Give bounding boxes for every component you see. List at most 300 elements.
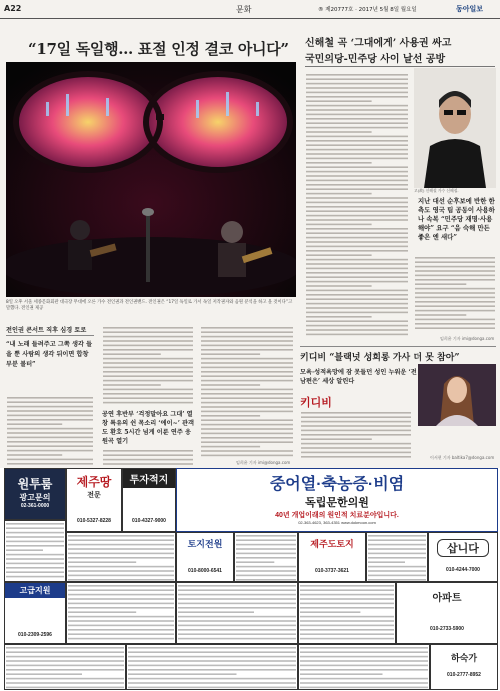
ad-bottom-1[interactable] xyxy=(4,644,126,690)
text-line xyxy=(6,558,64,560)
text-line xyxy=(306,166,408,168)
text-line xyxy=(178,620,296,622)
text-line xyxy=(201,441,293,443)
text-line xyxy=(103,375,193,377)
concert-photo-art xyxy=(6,62,296,297)
text-line xyxy=(306,184,408,186)
text-line xyxy=(301,421,411,423)
text-line xyxy=(201,419,293,421)
text-line xyxy=(6,523,64,525)
text-line xyxy=(306,144,408,146)
text-line xyxy=(301,416,411,418)
ad-mid-3[interactable] xyxy=(176,582,298,644)
text-line xyxy=(6,554,64,556)
text-line xyxy=(306,131,372,133)
text-line xyxy=(6,656,124,658)
text-line xyxy=(103,393,193,395)
text-line xyxy=(306,149,408,151)
text-line xyxy=(128,678,296,680)
text-line xyxy=(6,660,124,662)
ad-apartment-phone: 010-2733-5900 xyxy=(430,626,464,632)
text-line xyxy=(300,620,394,622)
text-line xyxy=(6,571,64,573)
text-line xyxy=(301,447,411,449)
text-line xyxy=(306,320,408,322)
text-line xyxy=(7,441,93,443)
text-line xyxy=(201,397,293,399)
text-line xyxy=(103,349,193,351)
feature-byline: 임희윤 기자 imi@donga.com xyxy=(440,336,495,341)
ad-buy-title: 삽니다 xyxy=(437,539,489,557)
text-line xyxy=(368,561,405,563)
text-line xyxy=(306,259,408,261)
text-line xyxy=(201,336,293,338)
text-line xyxy=(201,402,293,404)
text-line xyxy=(300,585,394,587)
text-line xyxy=(306,83,408,85)
text-line xyxy=(6,682,124,684)
text-line xyxy=(306,153,408,155)
text-line xyxy=(306,136,408,138)
text-line xyxy=(368,553,426,555)
text-line xyxy=(300,682,428,684)
text-line xyxy=(6,576,64,578)
ad-land-phone: 010-8000-6541 xyxy=(188,568,222,574)
ad-right-3[interactable] xyxy=(298,582,396,644)
text-line xyxy=(306,224,372,226)
text-line xyxy=(300,594,394,596)
ads-section xyxy=(0,468,500,691)
text-line xyxy=(6,545,64,547)
text-line xyxy=(103,459,193,461)
text-line xyxy=(178,594,296,596)
text-line xyxy=(415,323,495,325)
feature-headline-1: 신해철 곡 ‘그대에게’ 사용권 싸고 xyxy=(305,38,452,49)
ad-buy-phone: 010-4244-7000 xyxy=(446,567,480,573)
text-line xyxy=(68,570,174,572)
text-line xyxy=(201,428,293,430)
ad-clinic-phone: 02-363-4623, 363-4351 xyxy=(298,520,340,525)
text-line xyxy=(68,638,174,640)
text-line xyxy=(306,188,408,190)
text-line xyxy=(68,603,174,605)
text-line xyxy=(7,415,93,417)
text-line xyxy=(201,362,293,364)
text-line xyxy=(128,651,296,653)
text-line xyxy=(236,579,296,581)
concert-photo xyxy=(6,62,296,297)
text-line xyxy=(415,301,495,303)
main-byline: 임희윤 기자 imi@donga.com xyxy=(236,460,291,465)
text-line xyxy=(306,74,408,76)
text-line xyxy=(368,539,426,541)
ad-right-1[interactable] xyxy=(234,532,298,582)
text-line xyxy=(6,541,64,543)
text-line xyxy=(415,327,495,329)
text-line xyxy=(201,437,293,439)
ad-clinic-title: 독립문한의원 xyxy=(305,497,369,509)
ad-invest[interactable] xyxy=(122,468,176,532)
text-line xyxy=(301,434,411,436)
portrait-caption: 고(故) 신해철 가수 신해철. xyxy=(414,188,459,193)
ad-clinic-web: www.dokmoon.com xyxy=(341,520,376,525)
text-line xyxy=(306,254,372,256)
feature-body-lines xyxy=(305,72,409,340)
text-line xyxy=(128,660,296,662)
ad-bottom-3-lines xyxy=(299,645,429,689)
text-line xyxy=(306,118,408,120)
text-line xyxy=(236,557,296,559)
main-body-lines-3 xyxy=(200,325,294,461)
ad-jeju2-title: 제주도토지 xyxy=(310,539,354,549)
text-line xyxy=(7,401,93,403)
photo-caption: 8일 오후 서울 세종문화회관 대극장 무대에 오른 가수 전인권과 전인권밴드. 전인권은 “17일 독일로 가서 독일 저작권자와 음원 분석을 하고 올 것이다”고 말했다. 전인권 제공 xyxy=(6,300,293,311)
text-line xyxy=(68,629,174,631)
ad-room-sub: 광고문의 xyxy=(19,493,51,502)
text-line xyxy=(300,687,428,689)
text-line xyxy=(103,389,193,391)
text-line xyxy=(68,625,174,627)
text-line xyxy=(6,651,124,653)
text-line xyxy=(306,263,408,265)
feature-body-lines-2 xyxy=(414,255,496,333)
text-line xyxy=(415,279,495,281)
ad-buy[interactable] xyxy=(428,532,498,582)
ad-room[interactable] xyxy=(4,468,66,520)
text-line xyxy=(178,629,296,631)
text-line xyxy=(103,463,193,465)
text-line xyxy=(306,171,408,173)
ad-invest-title: 투자적지 xyxy=(123,469,175,488)
ad-bottom-3[interactable] xyxy=(298,644,430,690)
page-header xyxy=(0,0,500,19)
text-line xyxy=(306,246,408,248)
text-line xyxy=(68,566,174,568)
text-line xyxy=(7,419,93,421)
text-line xyxy=(415,288,495,290)
text-line xyxy=(306,127,408,129)
ad-right-2[interactable] xyxy=(366,532,428,582)
text-line xyxy=(236,553,296,555)
text-line xyxy=(68,594,174,596)
ad-move[interactable] xyxy=(4,582,66,644)
text-line xyxy=(201,353,260,355)
text-line xyxy=(300,611,360,613)
ad-clinic[interactable] xyxy=(176,468,498,532)
text-line xyxy=(306,307,408,309)
text-line xyxy=(301,430,411,432)
ad-left-2-lines xyxy=(5,521,65,581)
text-line xyxy=(306,316,372,318)
text-line xyxy=(415,292,495,294)
text-line xyxy=(68,544,174,546)
main-mid-quote: 공연 후반부 ‘걱정말아요 그대’ 열창 특유의 쉰 목소리 ‘에이~’ 관객도 환호 5시간 넘게 이룬 연주 응원곡 열기 xyxy=(102,411,194,445)
text-line xyxy=(178,616,296,618)
text-line xyxy=(128,665,296,667)
ad-right-3-lines xyxy=(299,583,395,643)
feature-divider xyxy=(305,66,495,67)
text-line xyxy=(68,607,174,609)
ad-move-title: 고급지원 xyxy=(5,583,65,598)
ad-mid-text[interactable] xyxy=(66,532,176,582)
text-line xyxy=(300,656,428,658)
main-body-col-1 xyxy=(6,395,94,465)
issue-date: ® 제20777호 · 2017년 5월 8일 월요일 xyxy=(318,7,417,13)
kid-body-lines xyxy=(300,410,412,462)
text-line xyxy=(7,397,93,399)
text-line xyxy=(368,575,426,577)
text-line xyxy=(128,687,296,689)
portrait-art xyxy=(414,68,496,188)
text-line xyxy=(368,557,426,559)
ad-jeju-phone: 010-5327-8228 xyxy=(77,518,111,524)
ad-boarding-phone: 010-2777-8952 xyxy=(447,672,481,678)
ad-mid-2[interactable] xyxy=(66,582,176,644)
text-line xyxy=(68,633,174,635)
text-line xyxy=(306,250,408,252)
text-line xyxy=(306,312,408,314)
text-line xyxy=(201,424,293,426)
main-pull-quote: “내 노래 들려주고 그쪽 생각 들을 뿐 사람의 생각 뒤이면 합창부분 볼터” xyxy=(6,341,93,368)
text-line xyxy=(368,544,426,546)
text-line xyxy=(300,616,394,618)
text-line xyxy=(306,197,408,199)
text-line xyxy=(306,78,408,80)
text-line xyxy=(306,329,408,331)
main-body-col-2b xyxy=(102,448,194,466)
ad-mid-3-lines xyxy=(177,583,297,643)
text-line xyxy=(201,349,293,351)
kid-top-rule xyxy=(300,346,496,347)
text-line xyxy=(201,393,293,395)
text-line xyxy=(300,669,428,671)
text-line xyxy=(415,319,495,321)
text-line xyxy=(300,673,383,675)
text-line xyxy=(301,456,411,458)
text-line xyxy=(368,570,426,572)
text-line xyxy=(201,415,260,417)
text-line xyxy=(201,450,293,452)
text-line xyxy=(201,411,293,413)
text-line xyxy=(6,665,124,667)
text-line xyxy=(300,598,394,600)
text-line xyxy=(415,314,466,316)
text-line xyxy=(236,544,296,546)
text-line xyxy=(306,325,408,327)
text-line xyxy=(236,535,296,537)
text-line xyxy=(236,575,296,577)
text-line xyxy=(103,331,193,333)
kid-name: 키디비 xyxy=(300,396,332,409)
text-line xyxy=(306,92,408,94)
text-line xyxy=(415,297,495,299)
shin-portrait xyxy=(414,68,496,188)
text-line xyxy=(103,397,193,399)
text-line xyxy=(68,611,136,613)
text-line xyxy=(178,603,296,605)
text-line xyxy=(300,625,394,627)
text-line xyxy=(300,603,394,605)
text-line xyxy=(7,437,93,439)
text-line xyxy=(7,410,93,412)
text-line xyxy=(7,463,93,465)
text-line xyxy=(300,638,394,640)
ad-room-phone: 02-361-0000 xyxy=(20,503,50,509)
text-line xyxy=(178,585,296,587)
ad-jeju[interactable] xyxy=(66,468,122,532)
ad-apartment[interactable] xyxy=(396,582,498,644)
ad-land-title: 토지전원 xyxy=(187,539,223,549)
text-line xyxy=(236,561,274,563)
text-line xyxy=(7,445,93,447)
ad-invest-phone: 010-4327-9000 xyxy=(132,518,166,524)
text-line xyxy=(306,87,408,89)
main-body-lines-2 xyxy=(102,325,194,407)
text-line xyxy=(306,285,372,287)
text-line xyxy=(301,412,411,414)
ad-apartment-title: 아파트 xyxy=(432,593,462,604)
text-line xyxy=(300,607,394,609)
text-line xyxy=(306,122,408,124)
ad-right-1-lines xyxy=(235,533,297,581)
ad-boarding[interactable] xyxy=(430,644,498,690)
text-line xyxy=(103,362,193,364)
text-line xyxy=(6,563,64,565)
text-line xyxy=(306,241,408,243)
text-line xyxy=(306,158,408,160)
text-line xyxy=(68,553,174,555)
text-line xyxy=(415,275,495,277)
main-body-col-3 xyxy=(200,325,294,461)
text-line xyxy=(201,375,293,377)
ad-move-phone: 010-2309-2596 xyxy=(18,632,52,638)
text-line xyxy=(103,345,193,347)
text-line xyxy=(415,305,495,307)
text-line xyxy=(306,303,408,305)
text-line xyxy=(415,283,466,285)
text-line xyxy=(306,175,408,177)
text-line xyxy=(128,669,296,671)
text-line xyxy=(306,206,408,208)
text-line xyxy=(178,589,296,591)
text-line xyxy=(103,367,193,369)
text-line xyxy=(301,425,411,427)
text-line xyxy=(306,140,408,142)
text-line xyxy=(306,294,408,296)
text-line xyxy=(306,232,408,234)
text-line xyxy=(68,620,174,622)
text-line xyxy=(7,428,93,430)
text-line xyxy=(306,268,408,270)
text-line xyxy=(201,358,293,360)
article-subtitle: 전인권 콘서트 직후 심경 토로 xyxy=(6,327,87,334)
text-line xyxy=(7,459,93,461)
text-line xyxy=(415,261,495,263)
text-line xyxy=(300,651,428,653)
text-line xyxy=(7,454,62,456)
text-line xyxy=(306,298,408,300)
text-line xyxy=(368,535,426,537)
ad-mid-text-lines xyxy=(67,533,175,581)
feature-pull-quote: 지난 대선 순후보에 반한 한 측도 영국 팀 공동이 사용하나 속복 “민주당 재명·사용해야” 요구 “음 숙해 만든 좋은 엔 새다” xyxy=(418,197,495,241)
subtitle-rule xyxy=(6,335,94,336)
text-line xyxy=(201,406,293,408)
text-line xyxy=(236,548,296,550)
text-line xyxy=(306,105,408,107)
text-line xyxy=(306,237,408,239)
ad-clinic-slogan: 40년 개업이래의 원인적 치료분야입니다. xyxy=(275,512,399,519)
text-line xyxy=(128,656,296,658)
text-line xyxy=(128,647,296,649)
text-line xyxy=(301,452,411,454)
text-line xyxy=(300,589,394,591)
ad-left-2[interactable] xyxy=(4,520,66,582)
text-line xyxy=(178,598,296,600)
text-line xyxy=(300,647,428,649)
text-line xyxy=(103,353,161,355)
kid-photo-art xyxy=(418,364,496,426)
text-line xyxy=(68,561,136,563)
text-line xyxy=(301,438,372,440)
main-body-lines-1 xyxy=(6,395,94,465)
text-line xyxy=(68,598,174,600)
ad-land[interactable] xyxy=(176,532,234,582)
ad-bottom-2[interactable] xyxy=(126,644,298,690)
text-line xyxy=(6,567,64,569)
text-line xyxy=(178,611,254,613)
text-line xyxy=(103,380,193,382)
text-line xyxy=(300,629,394,631)
paper-logo: 동아일보 xyxy=(456,5,484,13)
text-line xyxy=(103,384,161,386)
text-line xyxy=(415,257,495,259)
text-line xyxy=(301,443,411,445)
text-line xyxy=(415,270,495,272)
text-line xyxy=(306,100,372,102)
text-line xyxy=(201,389,293,391)
kid-subheadline: 모욕·성적욕망에 잠 못들던 성인 누워운 ‘전 남편은’ 세상 알린다 xyxy=(300,369,417,385)
text-line xyxy=(236,570,296,572)
text-line xyxy=(6,687,124,689)
text-line xyxy=(201,327,293,329)
text-line xyxy=(68,548,174,550)
text-line xyxy=(306,193,372,195)
kid-photo xyxy=(418,364,496,426)
text-line xyxy=(306,180,408,182)
ad-boarding-title: 하숙가 xyxy=(450,653,478,663)
text-line xyxy=(306,109,408,111)
feature-body-col-2 xyxy=(414,255,496,333)
text-line xyxy=(368,579,426,581)
kid-body xyxy=(300,410,412,462)
text-line xyxy=(68,557,174,559)
text-line xyxy=(201,345,293,347)
text-line xyxy=(306,228,408,230)
ad-jeju-sub: 전문 xyxy=(87,492,101,499)
text-line xyxy=(300,665,428,667)
text-line xyxy=(300,678,428,680)
ad-bottom-2-lines xyxy=(127,645,297,689)
text-line xyxy=(306,281,408,283)
text-line xyxy=(201,331,293,333)
ad-jeju2[interactable] xyxy=(298,532,366,582)
text-line xyxy=(300,660,428,662)
text-line xyxy=(6,678,124,680)
text-line xyxy=(103,402,193,404)
text-line xyxy=(201,433,293,435)
text-line xyxy=(201,446,260,448)
page-number: A22 xyxy=(4,4,22,13)
